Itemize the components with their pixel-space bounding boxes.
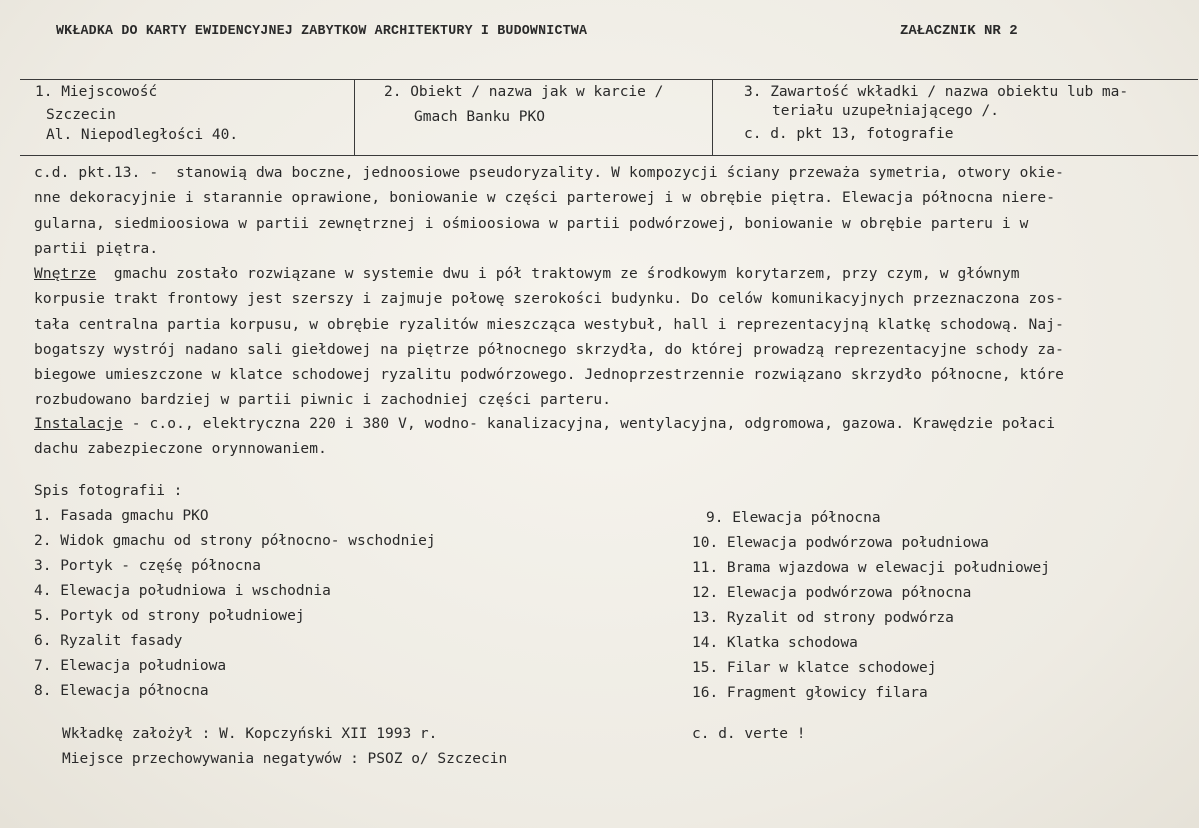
photos-heading: Spis fotografii : [34, 483, 183, 499]
photo-item-6: 6. Ryzalit fasady [34, 633, 183, 649]
photo-item-2: 2. Widok gmachu od strony północno- wschodniej [34, 533, 436, 549]
founded-by: Wkładkę założył : W. Kopczyński XII 1993 r. [62, 726, 438, 742]
interior-line-2: korpusie trakt frontowy jest szerszy i zajmuje połowę szerokości budynku. Do celów komunikacyjnych przeznaczona zos- [34, 291, 1065, 307]
photo-item-7: 7. Elewacja południowa [34, 658, 227, 674]
annex-label: ZAŁACZNIK NR 2 [900, 23, 1018, 39]
install-line-2: dachu zabezpieczone orynnowaniem. [34, 441, 328, 457]
photo-item-10: 10. Elewacja podwórzowa południowa [692, 535, 989, 551]
interior-line-4: bogatszy wystrój nadano sali giełdowej na piętrze północnego skrzydła, do której prowadzą reprezentacyjne schody za- [34, 342, 1065, 358]
photo-item-14: 14. Klatka schodowa [692, 635, 858, 651]
photo-item-8: 8. Elewacja północna [34, 683, 209, 699]
photo-item-9: 9. Elewacja północna [706, 510, 881, 526]
photo-item-13: 13. Ryzalit od strony podwórza [692, 610, 954, 626]
install-line-1 [34, 416, 1055, 432]
interior-text: gmachu zostało rozwiązane w systemie dwu i pół traktowym ze środkowym korytarzem, przy czym, w głównym [96, 266, 1020, 282]
locality-address: Al. Niepodległości 40. [46, 127, 239, 143]
body-line-3: gularna, siedmioosiowa w partii zewnętrznej i ośmioosiowa w partii podwórzowej, boniowanie w obrębie parteru i w [34, 216, 1029, 232]
contents-label: 3. Zawartość wkładki / nazwa obiektu lub ma- [744, 84, 1129, 100]
photo-item-11: 11. Brama wjazdowa w elewacji południowej [692, 560, 1050, 576]
object-label: 2. Obiekt / nazwa jak w karcie / [384, 84, 664, 100]
interior-line-1 [34, 266, 1020, 282]
interior-line-3: tała centralna partia korpusu, w obrębie ryzalitów mieszcząca westybuł, hall i reprezentacyjną klatkę schodową. Naj- [34, 317, 1065, 333]
photo-item-4: 4. Elewacja południowa i wschodnia [34, 583, 331, 599]
install-text: - c.o., elektryczna 220 i 380 V, wodno- kanalizacyjna, wentylacyjna, odgromowa, gazowa. Krawędzie połaci [122, 416, 1056, 432]
body-line-2: nne dekoracyjnie i starannie oprawione, boniowanie w części parterowej i w obrębie piętra. Elewacja północna niere- [34, 190, 1056, 206]
install-heading: Instalacje [34, 416, 123, 432]
locality-label: 1. Miejscowość [35, 84, 158, 100]
body-line-4: partii piętra. [34, 241, 159, 257]
box-bottom-rule [20, 155, 1198, 156]
photo-item-16: 16. Fragment głowicy filara [692, 685, 928, 701]
box-top-rule [20, 79, 1198, 80]
interior-line-6: rozbudowano bardziej w partii piwnic i zachodniej części parteru. [34, 392, 612, 408]
document-title: WKŁADKA DO KARTY EWIDENCYJNEJ ZABYTKOW ARCHITEKTURY I BUDOWNICTWA [56, 23, 588, 39]
locality-city: Szczecin [46, 107, 116, 123]
box-divider-1 [354, 80, 355, 155]
photo-item-3: 3. Portyk - częśę północna [34, 558, 261, 574]
negatives-location: Miejsce przechowywania negatywów : PSOZ o/ Szczecin [62, 751, 508, 767]
interior-heading: Wnętrze [34, 266, 97, 282]
interior-line-5: biegowe umieszczone w klatce schodowej ryzalitu podwórzowego. Jednoprzestrzennie rozwiązano skrzydło północne, które [34, 367, 1065, 383]
object-name: Gmach Banku PKO [414, 109, 545, 125]
contents-value: c. d. pkt 13, fotografie [744, 126, 954, 142]
box-divider-2 [712, 80, 713, 155]
photo-item-15: 15. Filar w klatce schodowej [692, 660, 937, 676]
photo-item-5: 5. Portyk od strony południowej [34, 608, 305, 624]
body-line-1: c.d. pkt.13. - stanowią dwa boczne, jednoosiowe pseudoryzality. W kompozycji ściany przeważa symetria, otwory okie- [34, 165, 1065, 181]
photo-item-12: 12. Elewacja podwórzowa północna [692, 585, 972, 601]
photo-item-1: 1. Fasada gmachu PKO [34, 508, 209, 524]
contents-label-cont: teriału uzupełniającego /. [772, 103, 999, 119]
verte-note: c. d. verte ! [692, 726, 806, 742]
